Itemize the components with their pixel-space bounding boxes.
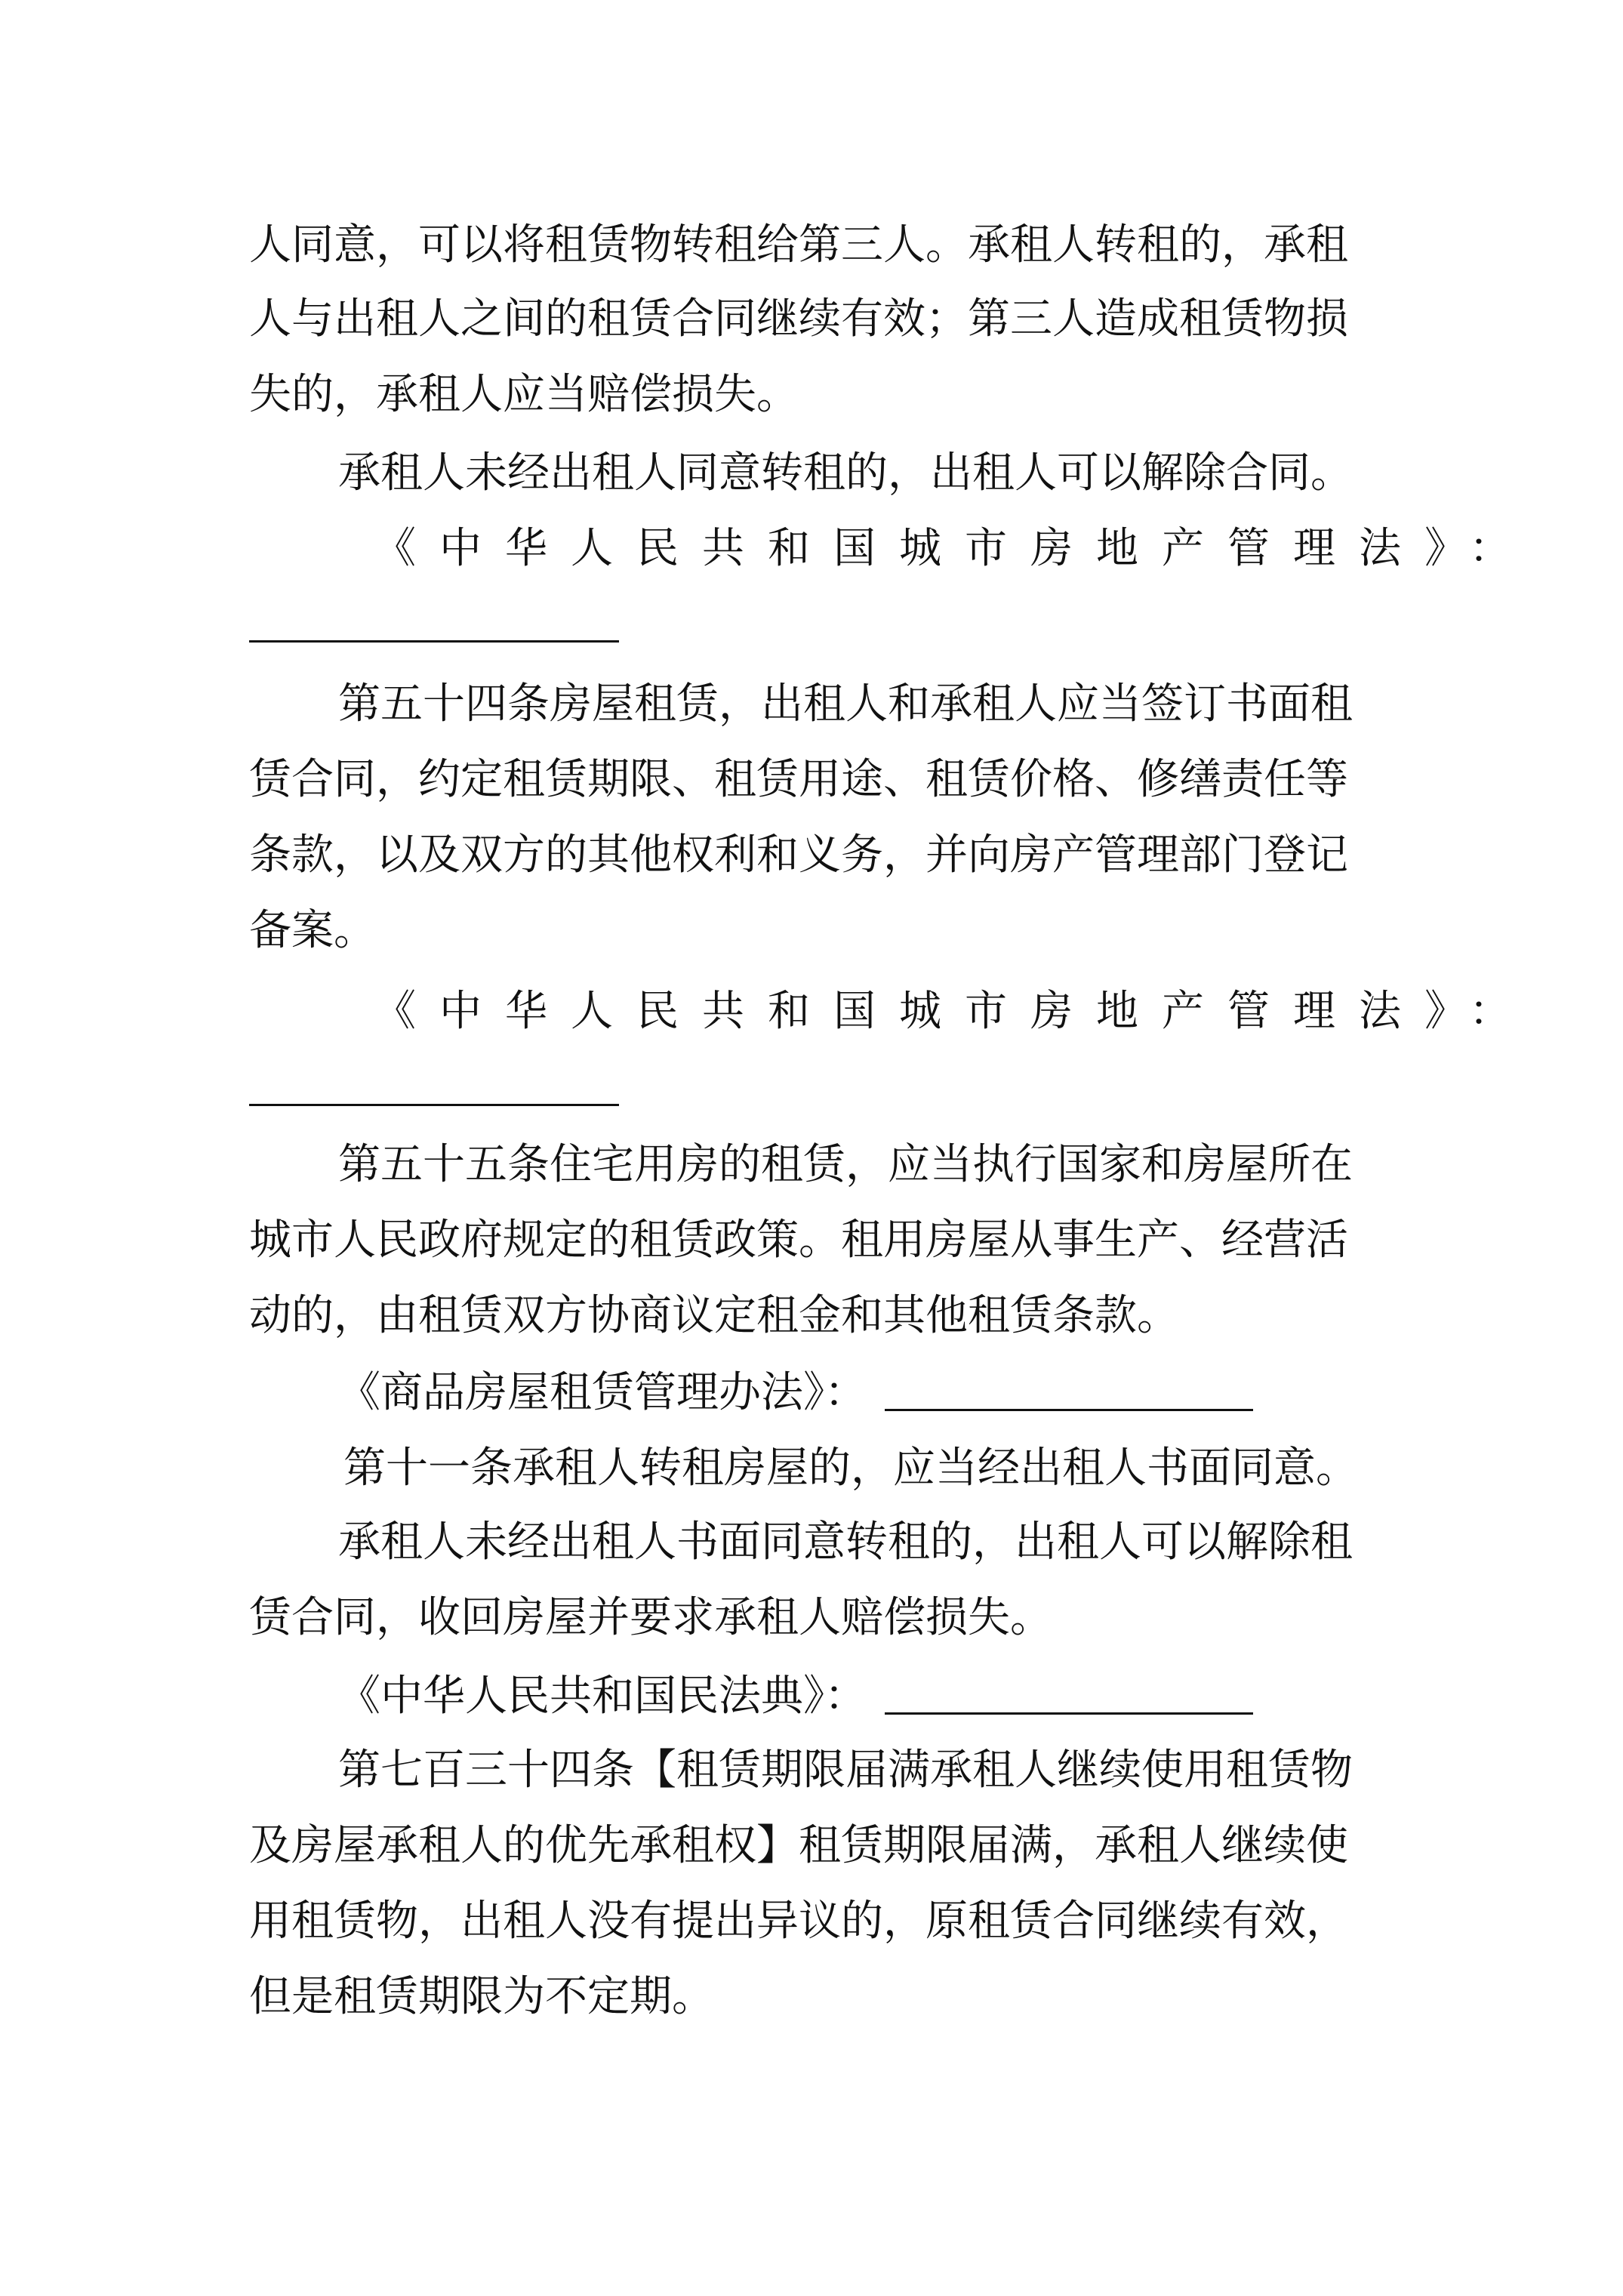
paragraph-line: 用租赁物，出租人没有提出异议的，原租赁合同继续有效， (249, 1897, 1348, 1946)
paragraph-line: 第五十四条房屋租赁，出租人和承租人应当签订书面租 (338, 680, 1353, 729)
fill-in-blank-line (885, 1409, 1253, 1411)
paragraph-line: 动的，由租赁双方协商议定租金和其他租赁条款。 (249, 1291, 1179, 1340)
paragraph-line: 人与出租人之间的租赁合同继续有效；第三人造成租赁物损 (249, 294, 1348, 344)
law-title: 《中华人民共和国民法典》： (338, 1672, 867, 1721)
paragraph-line: 赁合同，约定租赁期限、租赁用途、租赁价格、修缮责任等 (249, 755, 1348, 804)
paragraph-line: 城市人民政府规定的租赁政策。租用房屋从事生产、经营活 (249, 1216, 1348, 1265)
paragraph-line: 第七百三十四条【租赁期限届满承租人继续使用租赁物 (338, 1746, 1353, 1795)
paragraph-line: 承租人未经出租人书面同意转租的，出租人可以解除租 (338, 1518, 1353, 1567)
paragraph-line: 赁合同，收回房屋并要求承租人赔偿损失。 (249, 1593, 1052, 1642)
paragraph-line: 条款，以及双方的其他权利和义务，并向房产管理部门登记 (249, 831, 1348, 880)
paragraph-line: 人同意，可以将租赁物转租给第三人。承租人转租的，承租 (249, 220, 1348, 270)
paragraph-line: 第十一条承租人转租房屋的，应当经出租人书面同意。 (343, 1444, 1358, 1493)
paragraph-line: 失的，承租人应当赔偿损失。 (249, 370, 799, 419)
fill-in-blank-line (249, 640, 619, 643)
law-title: 《中华人民共和国城市房地产管理法》： (374, 987, 1535, 1036)
paragraph-line: 承租人未经出租人同意转租的，出租人可以解除合同。 (338, 448, 1353, 498)
fill-in-blank-line (885, 1712, 1253, 1715)
paragraph-line: 第五十五条住宅用房的租赁，应当执行国家和房屋所在 (338, 1140, 1353, 1189)
law-title: 《中华人民共和国城市房地产管理法》： (374, 524, 1535, 573)
law-title: 《商品房屋租赁管理办法》： (338, 1368, 867, 1417)
fill-in-blank-line (249, 1104, 619, 1106)
paragraph-line: 但是租赁期限为不定期。 (249, 1972, 714, 2021)
paragraph-line: 及房屋承租人的优先承租权】租赁期限届满，承租人继续使 (249, 1821, 1348, 1870)
paragraph-line: 备案。 (249, 906, 376, 955)
